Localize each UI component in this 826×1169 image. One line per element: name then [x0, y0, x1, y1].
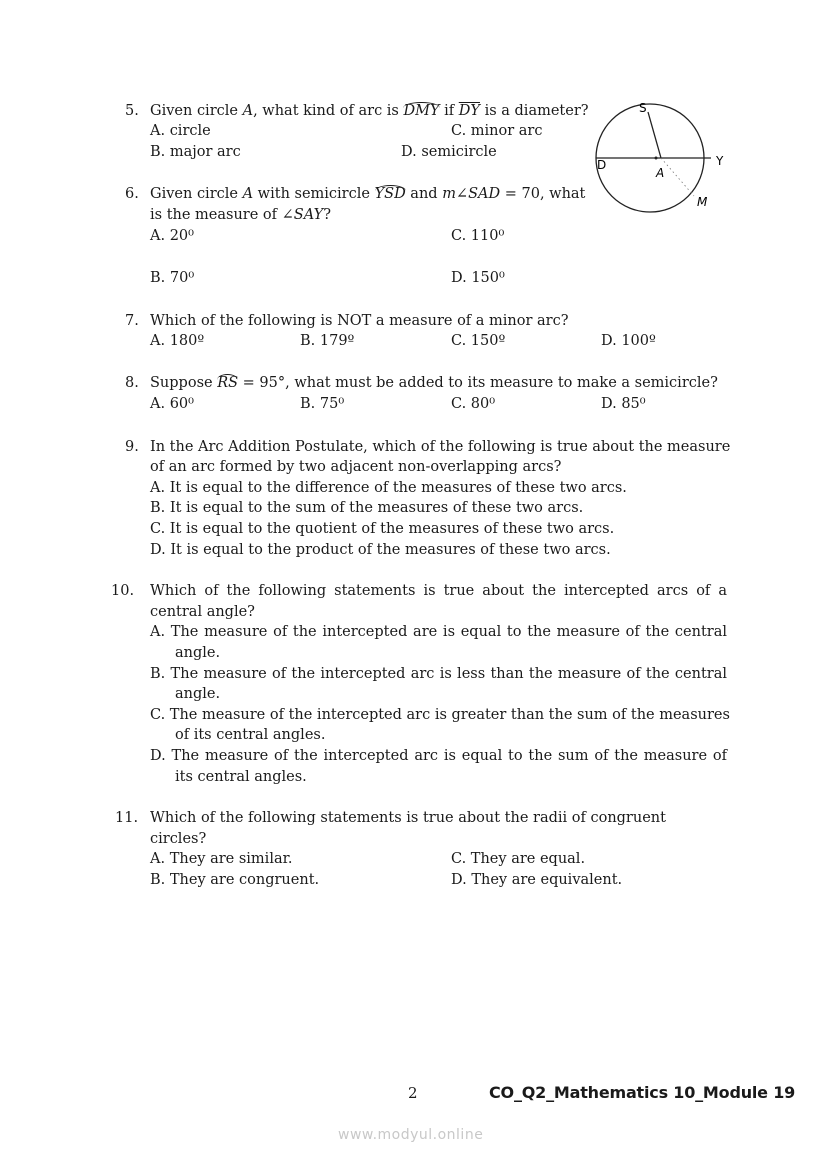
question-stem-line-2: of an arc formed by two adjacent non-overlapping arcs? [150, 459, 562, 475]
question-number: 8. [125, 375, 139, 391]
option-c-continued: of its central angles. [175, 727, 326, 743]
option-d: D. The measure of the intercepted arc is equal to the sum of the measure of [150, 748, 727, 764]
question-number: 10. [111, 583, 135, 599]
option-d: D. semicircle [401, 144, 497, 160]
question-stem: Which of the following statements is true about the radii of congruent [150, 810, 666, 826]
question-stem: In the Arc Addition Postulate, which of the following is true about the measure [150, 439, 731, 455]
question-stem: Given circle A, what kind of arc is DMY if $\overline{DY}$ is a diameter? [150, 103, 589, 119]
option-c: C. They are equal. [451, 851, 586, 867]
label-a: A [656, 166, 665, 180]
option-b: B. major arc [150, 144, 241, 160]
option-a: A. 60⁰ [150, 396, 194, 412]
option-d: D. 85⁰ [601, 396, 646, 412]
option-d: D. They are equivalent. [451, 872, 623, 888]
question-stem-line-2: central angle? [150, 604, 255, 620]
option-d-continued: its central angles. [175, 769, 307, 785]
option-d: D. 100º [601, 333, 656, 349]
option-b: B. The measure of the intercepted arc is less than the measure of the central [150, 666, 727, 682]
label-s: S [639, 101, 647, 115]
option-a: A. 180º [150, 333, 205, 349]
question-stem: Suppose RS = 95°, what must be added to its measure to make a semicircle? [150, 375, 718, 391]
label-m: M [697, 195, 708, 209]
option-a: A. It is equal to the difference of the measures of these two arcs. [150, 480, 627, 496]
option-d: D. 150⁰ [451, 270, 505, 286]
option-d: D. It is equal to the product of the measures of these two arcs. [150, 542, 611, 558]
option-b: B. 179º [300, 333, 355, 349]
question-number: 6. [125, 186, 139, 202]
option-a: A. circle [150, 123, 211, 139]
option-a: A. 20⁰ [150, 228, 194, 244]
option-a: A. The measure of the intercepted are is equal to the measure of the central [150, 624, 727, 640]
label-y: Y [716, 154, 724, 168]
question-stem-line-2: is the measure of ∠SAY? [150, 207, 331, 223]
question-stem: Given circle A with semicircle YSD and m∠SAD = 70, what [150, 186, 586, 202]
radius-am [661, 158, 694, 196]
option-a: A. They are similar. [150, 851, 293, 867]
label-d: D [597, 158, 607, 172]
radius-as [648, 112, 661, 158]
watermark: www.modyul.online [338, 1127, 484, 1143]
option-b: B. 75⁰ [300, 396, 345, 412]
option-c: C. The measure of the intercepted arc is greater than the sum of the measures [150, 707, 730, 723]
option-b: B. 70⁰ [150, 270, 195, 286]
circle-figure [590, 96, 740, 221]
question-number: 9. [125, 439, 139, 455]
question-number: 11. [115, 810, 139, 826]
center-point [655, 157, 658, 160]
option-c: C. minor arc [451, 123, 543, 139]
question-number: 7. [125, 313, 139, 329]
option-c: C. 80⁰ [451, 396, 496, 412]
option-a-continued: angle. [175, 645, 221, 661]
question-stem: Which of the following is NOT a measure of a minor arc? [150, 313, 569, 329]
option-b-continued: angle. [175, 686, 221, 702]
question-number: 5. [125, 103, 139, 119]
question-stem-line-2: circles? [150, 831, 207, 847]
question-stem: Which of the following statements is true about the intercepted arcs of a [150, 583, 727, 599]
option-c: C. 110⁰ [451, 228, 505, 244]
page-number: 2 [408, 1084, 418, 1102]
option-c: C. It is equal to the quotient of the measures of these two arcs. [150, 521, 615, 537]
option-c: C. 150º [451, 333, 506, 349]
option-b: B. They are congruent. [150, 872, 320, 888]
module-code: CO_Q2_Mathematics 10_Module 19 [489, 1083, 796, 1102]
option-b: B. It is equal to the sum of the measures of these two arcs. [150, 500, 584, 516]
